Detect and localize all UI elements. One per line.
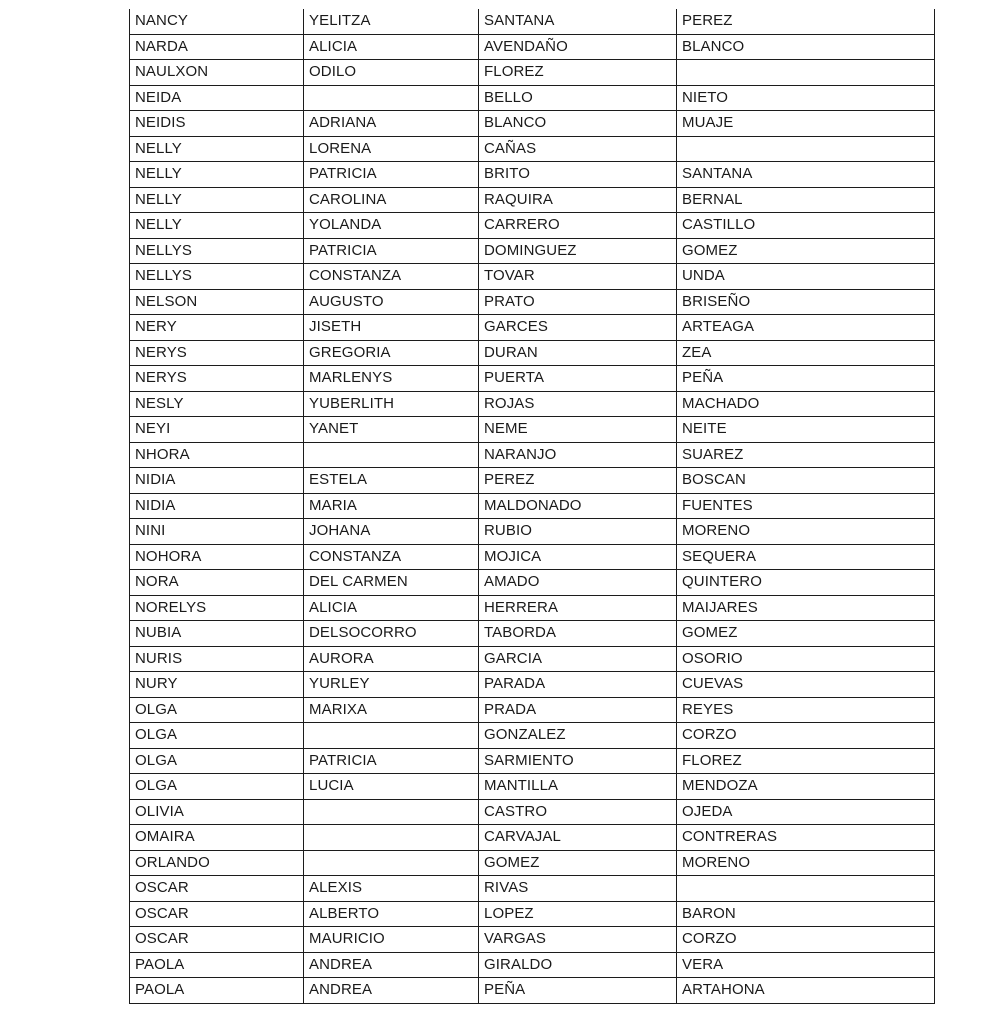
middle-name-cell xyxy=(304,825,479,851)
second-surname-cell: NIETO xyxy=(677,85,935,111)
middle-name-cell: CAROLINA xyxy=(304,187,479,213)
middle-name-cell: MARIA xyxy=(304,493,479,519)
table-row xyxy=(130,850,935,876)
surname-cell: BRITO xyxy=(479,162,677,188)
surname-cell: PEÑA xyxy=(479,978,677,1004)
first-name-cell: NELLYS xyxy=(130,238,304,264)
first-name-cell: PAOLA xyxy=(130,952,304,978)
surname-cell: NARANJO xyxy=(479,442,677,468)
table-row xyxy=(130,570,935,596)
second-surname-cell: FUENTES xyxy=(677,493,935,519)
first-name-cell: OLGA xyxy=(130,723,304,749)
first-name-cell: NIDIA xyxy=(130,468,304,494)
first-name-cell: NEYI xyxy=(130,417,304,443)
second-surname-cell: ZEA xyxy=(677,340,935,366)
first-name-cell: NURIS xyxy=(130,646,304,672)
second-surname-cell: MUAJE xyxy=(677,111,935,137)
middle-name-cell: YANET xyxy=(304,417,479,443)
surname-cell: CARVAJAL xyxy=(479,825,677,851)
table-row xyxy=(130,264,935,290)
surname-cell: BLANCO xyxy=(479,111,677,137)
first-name-cell: NELLY xyxy=(130,187,304,213)
table-row xyxy=(130,748,935,774)
first-name-cell: NIDIA xyxy=(130,493,304,519)
second-surname-cell xyxy=(677,136,935,162)
table-row xyxy=(130,366,935,392)
middle-name-cell: MARIXA xyxy=(304,697,479,723)
middle-name-cell: YELITZA xyxy=(304,9,479,34)
first-name-cell: NERY xyxy=(130,315,304,341)
first-name-cell: NELLY xyxy=(130,213,304,239)
first-name-cell: NELLY xyxy=(130,136,304,162)
middle-name-cell xyxy=(304,799,479,825)
table-row xyxy=(130,621,935,647)
first-name-cell: NAULXON xyxy=(130,60,304,86)
first-name-cell: PAOLA xyxy=(130,978,304,1004)
table-row xyxy=(130,136,935,162)
second-surname-cell: ARTAHONA xyxy=(677,978,935,1004)
surname-cell: PEREZ xyxy=(479,468,677,494)
table-row xyxy=(130,213,935,239)
second-surname-cell: CONTRERAS xyxy=(677,825,935,851)
middle-name-cell: JISETH xyxy=(304,315,479,341)
middle-name-cell: YUBERLITH xyxy=(304,391,479,417)
surname-cell: CASTRO xyxy=(479,799,677,825)
table-row xyxy=(130,9,935,34)
table-row xyxy=(130,340,935,366)
surname-cell: CAÑAS xyxy=(479,136,677,162)
surname-cell: PUERTA xyxy=(479,366,677,392)
surname-cell: HERRERA xyxy=(479,595,677,621)
surname-cell: MALDONADO xyxy=(479,493,677,519)
surname-cell: LOPEZ xyxy=(479,901,677,927)
surname-cell: DURAN xyxy=(479,340,677,366)
surname-cell: GOMEZ xyxy=(479,850,677,876)
surname-cell: RAQUIRA xyxy=(479,187,677,213)
table-row xyxy=(130,442,935,468)
surname-cell: SARMIENTO xyxy=(479,748,677,774)
middle-name-cell: DELSOCORRO xyxy=(304,621,479,647)
surname-cell: SANTANA xyxy=(479,9,677,34)
surname-cell: AMADO xyxy=(479,570,677,596)
surname-cell: TOVAR xyxy=(479,264,677,290)
second-surname-cell: CORZO xyxy=(677,723,935,749)
first-name-cell: NELLYS xyxy=(130,264,304,290)
surname-cell: MANTILLA xyxy=(479,774,677,800)
surname-cell: CARRERO xyxy=(479,213,677,239)
first-name-cell: NERYS xyxy=(130,340,304,366)
second-surname-cell: BERNAL xyxy=(677,187,935,213)
middle-name-cell: ALICIA xyxy=(304,595,479,621)
first-name-cell: NORELYS xyxy=(130,595,304,621)
table-row xyxy=(130,519,935,545)
first-name-cell: NOHORA xyxy=(130,544,304,570)
surname-cell: GIRALDO xyxy=(479,952,677,978)
second-surname-cell: CORZO xyxy=(677,927,935,953)
second-surname-cell: OJEDA xyxy=(677,799,935,825)
second-surname-cell: SEQUERA xyxy=(677,544,935,570)
table-row xyxy=(130,60,935,86)
names-table-body xyxy=(130,9,935,1003)
middle-name-cell: AUGUSTO xyxy=(304,289,479,315)
middle-name-cell: CONSTANZA xyxy=(304,544,479,570)
middle-name-cell xyxy=(304,442,479,468)
table-row xyxy=(130,901,935,927)
second-surname-cell: MAIJARES xyxy=(677,595,935,621)
table-row xyxy=(130,697,935,723)
surname-cell: ROJAS xyxy=(479,391,677,417)
first-name-cell: NERYS xyxy=(130,366,304,392)
middle-name-cell: ANDREA xyxy=(304,978,479,1004)
surname-cell: VARGAS xyxy=(479,927,677,953)
surname-cell: PARADA xyxy=(479,672,677,698)
surname-cell: RUBIO xyxy=(479,519,677,545)
surname-cell: FLOREZ xyxy=(479,60,677,86)
first-name-cell: OSCAR xyxy=(130,901,304,927)
second-surname-cell: REYES xyxy=(677,697,935,723)
surname-cell: PRATO xyxy=(479,289,677,315)
table-row xyxy=(130,646,935,672)
first-name-cell: NELSON xyxy=(130,289,304,315)
middle-name-cell: LUCIA xyxy=(304,774,479,800)
surname-cell: GARCES xyxy=(479,315,677,341)
second-surname-cell: PEREZ xyxy=(677,9,935,34)
first-name-cell: OSCAR xyxy=(130,927,304,953)
surname-cell: PRADA xyxy=(479,697,677,723)
table-row xyxy=(130,876,935,902)
middle-name-cell xyxy=(304,850,479,876)
table-row xyxy=(130,391,935,417)
surname-cell: NEME xyxy=(479,417,677,443)
middle-name-cell: ANDREA xyxy=(304,952,479,978)
first-name-cell: OLGA xyxy=(130,774,304,800)
table-row xyxy=(130,238,935,264)
middle-name-cell: ESTELA xyxy=(304,468,479,494)
second-surname-cell: BLANCO xyxy=(677,34,935,60)
surname-cell: BELLO xyxy=(479,85,677,111)
table-row xyxy=(130,289,935,315)
first-name-cell: ORLANDO xyxy=(130,850,304,876)
surname-cell: TABORDA xyxy=(479,621,677,647)
second-surname-cell: CUEVAS xyxy=(677,672,935,698)
middle-name-cell: YURLEY xyxy=(304,672,479,698)
surname-cell: GARCIA xyxy=(479,646,677,672)
middle-name-cell: LORENA xyxy=(304,136,479,162)
table-row xyxy=(130,595,935,621)
middle-name-cell: AURORA xyxy=(304,646,479,672)
table-row xyxy=(130,723,935,749)
middle-name-cell: CONSTANZA xyxy=(304,264,479,290)
middle-name-cell: DEL CARMEN xyxy=(304,570,479,596)
middle-name-cell: PATRICIA xyxy=(304,748,479,774)
second-surname-cell: BRISEÑO xyxy=(677,289,935,315)
first-name-cell: NANCY xyxy=(130,9,304,34)
first-name-cell: NURY xyxy=(130,672,304,698)
first-name-cell: OMAIRA xyxy=(130,825,304,851)
table-row xyxy=(130,672,935,698)
second-surname-cell: CASTILLO xyxy=(677,213,935,239)
second-surname-cell: VERA xyxy=(677,952,935,978)
table-row xyxy=(130,825,935,851)
second-surname-cell: FLOREZ xyxy=(677,748,935,774)
table-row xyxy=(130,774,935,800)
table-row xyxy=(130,162,935,188)
table-row xyxy=(130,111,935,137)
table-row xyxy=(130,34,935,60)
surname-cell: MOJICA xyxy=(479,544,677,570)
first-name-cell: OLGA xyxy=(130,697,304,723)
middle-name-cell xyxy=(304,85,479,111)
first-name-cell: NELLY xyxy=(130,162,304,188)
middle-name-cell: JOHANA xyxy=(304,519,479,545)
table-row xyxy=(130,85,935,111)
second-surname-cell: MACHADO xyxy=(677,391,935,417)
middle-name-cell: ALEXIS xyxy=(304,876,479,902)
table-row xyxy=(130,978,935,1004)
first-name-cell: OSCAR xyxy=(130,876,304,902)
second-surname-cell: MORENO xyxy=(677,519,935,545)
middle-name-cell: ADRIANA xyxy=(304,111,479,137)
names-table xyxy=(129,9,935,1004)
second-surname-cell: MENDOZA xyxy=(677,774,935,800)
table-row xyxy=(130,544,935,570)
first-name-cell: OLGA xyxy=(130,748,304,774)
first-name-cell: NARDA xyxy=(130,34,304,60)
middle-name-cell: ALICIA xyxy=(304,34,479,60)
middle-name-cell: MAURICIO xyxy=(304,927,479,953)
middle-name-cell: PATRICIA xyxy=(304,238,479,264)
second-surname-cell: MORENO xyxy=(677,850,935,876)
second-surname-cell: BOSCAN xyxy=(677,468,935,494)
first-name-cell: NINI xyxy=(130,519,304,545)
middle-name-cell: MARLENYS xyxy=(304,366,479,392)
second-surname-cell xyxy=(677,60,935,86)
second-surname-cell: PEÑA xyxy=(677,366,935,392)
second-surname-cell: GOMEZ xyxy=(677,238,935,264)
second-surname-cell: OSORIO xyxy=(677,646,935,672)
second-surname-cell xyxy=(677,876,935,902)
table-row xyxy=(130,799,935,825)
second-surname-cell: UNDA xyxy=(677,264,935,290)
second-surname-cell: QUINTERO xyxy=(677,570,935,596)
second-surname-cell: ARTEAGA xyxy=(677,315,935,341)
surname-cell: RIVAS xyxy=(479,876,677,902)
table-row xyxy=(130,493,935,519)
table-row xyxy=(130,315,935,341)
middle-name-cell: YOLANDA xyxy=(304,213,479,239)
table-row xyxy=(130,927,935,953)
table-row xyxy=(130,187,935,213)
middle-name-cell: ODILO xyxy=(304,60,479,86)
table-row xyxy=(130,468,935,494)
surname-cell: DOMINGUEZ xyxy=(479,238,677,264)
first-name-cell: NEIDIS xyxy=(130,111,304,137)
first-name-cell: NHORA xyxy=(130,442,304,468)
first-name-cell: NESLY xyxy=(130,391,304,417)
first-name-cell: NUBIA xyxy=(130,621,304,647)
second-surname-cell: SANTANA xyxy=(677,162,935,188)
middle-name-cell xyxy=(304,723,479,749)
surname-cell: GONZALEZ xyxy=(479,723,677,749)
surname-cell: AVENDAÑO xyxy=(479,34,677,60)
middle-name-cell: PATRICIA xyxy=(304,162,479,188)
second-surname-cell: BARON xyxy=(677,901,935,927)
middle-name-cell: ALBERTO xyxy=(304,901,479,927)
table-row xyxy=(130,952,935,978)
first-name-cell: NORA xyxy=(130,570,304,596)
first-name-cell: NEIDA xyxy=(130,85,304,111)
table-row xyxy=(130,417,935,443)
second-surname-cell: GOMEZ xyxy=(677,621,935,647)
first-name-cell: OLIVIA xyxy=(130,799,304,825)
second-surname-cell: NEITE xyxy=(677,417,935,443)
second-surname-cell: SUAREZ xyxy=(677,442,935,468)
middle-name-cell: GREGORIA xyxy=(304,340,479,366)
